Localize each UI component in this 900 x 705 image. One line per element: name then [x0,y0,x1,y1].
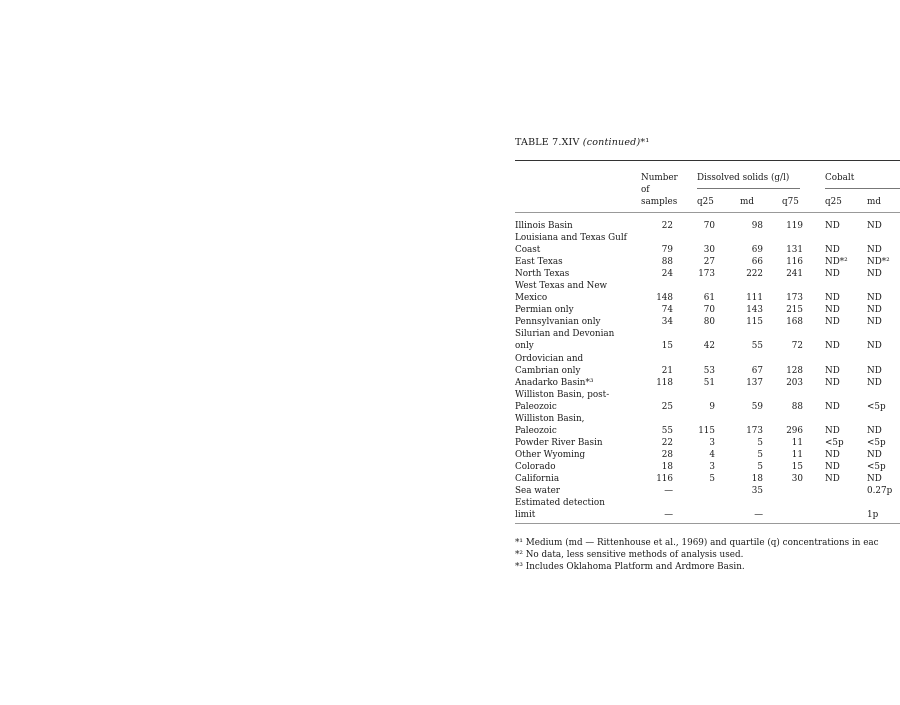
row-label: Cambrian only [515,365,581,376]
row-label: Illinois Basin [515,221,573,231]
footnote-1-text: Medium (md — Rittenhouse et al., 1969) and quartile (q) concentrations in eac [525,538,879,548]
cell-cobalt-md: 1p [867,510,879,521]
cell-cobalt-md: ND [867,221,882,231]
cell-dissolved-q75: 116 [786,257,803,268]
cell-dissolved-q25: 4 [709,449,715,460]
cell-cobalt-q25: ND [825,449,840,460]
cell-dissolved-q25: 70 [703,305,715,316]
cell-dissolved-q75: 203 [786,377,803,388]
cell-dissolved-md: 66 [751,257,763,268]
footnote-2-mark: *² [515,550,523,560]
cell-number-of-samples: 18 [661,461,673,472]
cell-dissolved-md: 5 [757,437,763,448]
cell-cobalt-md: ND [867,305,882,316]
header-cobalt: Cobalt [825,173,855,183]
cell-number-of-samples: 88 [661,257,673,268]
cell-dissolved-q75: 72 [791,341,803,352]
cell-dissolved-md: 5 [757,461,763,472]
row-label: Coast [515,245,541,256]
row-label: Williston Basin, post- [515,389,610,400]
cell-cobalt-md: ND [867,269,882,280]
cell-number-of-samples: 79 [661,245,673,256]
cell-number-of-samples: — [664,486,673,497]
cell-dissolved-q25: 3 [709,437,715,448]
row-label: Colorado [515,461,556,472]
cell-number-of-samples: 22 [661,221,673,231]
cell-dissolved-q25: 115 [698,425,715,436]
cell-dissolved-q75: 173 [786,293,803,304]
cell-dissolved-q75: 11 [791,437,803,448]
cell-cobalt-q25: ND [825,305,840,316]
cell-cobalt-q25: <5p [825,437,844,448]
bottom-rule [515,523,900,524]
cell-dissolved-md: 69 [751,245,763,256]
cell-dissolved-q25: 9 [709,401,715,412]
cell-cobalt-q25: ND [825,317,840,328]
row-label: Ordovician and [515,353,584,364]
cell-dissolved-md: 55 [751,341,763,352]
cell-dissolved-md: 111 [746,293,763,304]
footnote-2-text: No data, less sensitive methods of analysis used. [525,550,744,560]
cell-number-of-samples: 148 [656,293,673,304]
header-rule [515,212,900,213]
footnote-3 [515,562,745,573]
cell-dissolved-md: 98 [751,221,763,231]
cell-cobalt-q25: ND [825,401,840,412]
row-label: California [515,473,560,484]
footnote-1 [515,538,879,549]
cell-number-of-samples: 15 [661,341,673,352]
cell-cobalt-q25: ND [825,377,840,388]
cell-cobalt-md: ND [867,293,882,304]
cell-number-of-samples: 25 [661,401,673,412]
cell-cobalt-q25: ND [825,425,840,436]
cell-dissolved-q75: 131 [786,245,803,256]
footnote-3-text: Includes Oklahoma Platform and Ardmore Basin. [525,562,745,572]
table-title [515,137,649,148]
table-title-footnote-mark: *¹ [640,137,650,148]
dissolved-solids-rule [697,188,800,189]
row-label: Silurian and Devonian [515,329,615,340]
cell-dissolved-q75: 128 [786,365,803,376]
header-md: md [740,197,754,207]
row-label: North Texas [515,269,570,280]
row-label: Permian only [515,305,574,316]
cell-cobalt-q25: ND [825,245,840,256]
cell-number-of-samples: — [664,510,673,521]
header-number-line2: of [641,185,650,195]
cobalt-rule [825,188,900,189]
cell-cobalt-md: ND [867,425,882,436]
header-number-line1: Number [641,173,678,183]
cell-cobalt-q25: ND [825,461,840,472]
row-label: Paleozoic [515,425,557,436]
row-label: Williston Basin, [515,413,585,424]
table-title-continued: (continued) [582,137,641,148]
cell-cobalt-md: ND [867,449,882,460]
cell-cobalt-q25: ND [825,221,840,231]
cell-dissolved-md: 35 [751,486,763,497]
cell-number-of-samples: 55 [661,425,673,436]
footnote-2 [515,550,743,561]
cell-number-of-samples: 21 [661,365,673,376]
cell-dissolved-q75: 30 [791,473,803,484]
cell-dissolved-md: — [754,510,763,521]
cell-dissolved-q75: 215 [786,305,803,316]
cell-dissolved-md: 5 [757,449,763,460]
row-label: Other Wyoming [515,449,586,460]
cell-cobalt-md: <5p [867,401,886,412]
top-rule [515,160,900,161]
cell-dissolved-md: 59 [751,401,763,412]
cell-number-of-samples: 74 [661,305,673,316]
cell-dissolved-q25: 30 [703,245,715,256]
cell-dissolved-q25: 70 [703,221,715,231]
footnote-3-mark: *³ [515,562,523,572]
header-number [641,172,678,208]
cell-cobalt-md: ND [867,317,882,328]
row-label: limit [515,510,536,521]
cell-dissolved-q25: 42 [703,341,715,352]
cell-dissolved-md: 67 [751,365,763,376]
cell-dissolved-q25: 53 [703,365,715,376]
cell-dissolved-q75: 168 [786,317,803,328]
row-label: only [515,341,534,352]
cell-dissolved-q25: 51 [703,377,715,388]
cell-dissolved-q75: 88 [791,401,803,412]
cell-cobalt-md: ND [867,365,882,376]
cell-cobalt-md: ND [867,473,882,484]
header-q25: q25 [697,197,714,207]
row-label: Pennsylvanian only [515,317,601,328]
row-label: Powder River Basin [515,437,603,448]
cell-dissolved-q75: 11 [791,449,803,460]
footnote-1-mark: *¹ [515,538,523,548]
cell-number-of-samples: 34 [661,317,673,328]
cell-number-of-samples: 116 [656,473,673,484]
cell-dissolved-q75: 241 [786,269,803,280]
cell-dissolved-md: 18 [751,473,763,484]
cell-cobalt-md: <5p [867,461,886,472]
cell-cobalt-q25: ND*² [825,257,848,268]
cell-cobalt-q25: ND [825,341,840,352]
cell-dissolved-md: 143 [746,305,763,316]
cell-dissolved-q25: 61 [703,293,715,304]
cell-cobalt-q25: ND [825,293,840,304]
row-label: Estimated detection [515,498,605,509]
row-label: Sea water [515,486,560,497]
cell-dissolved-q25: 80 [703,317,715,328]
cell-dissolved-q75: 119 [786,221,803,231]
cell-dissolved-md: 137 [746,377,763,388]
cell-number-of-samples: 22 [661,437,673,448]
row-label: Mexico [515,293,548,304]
row-label: West Texas and New [515,281,608,292]
cell-number-of-samples: 24 [661,269,673,280]
cell-cobalt-q25: ND [825,269,840,280]
cell-dissolved-q25: 5 [709,473,715,484]
cell-number-of-samples: 118 [656,377,673,388]
cell-cobalt-md: ND [867,341,882,352]
row-label: Anadarko Basin*³ [515,377,594,388]
header-cobalt-q25: q25 [825,197,842,207]
cell-cobalt-q25: ND [825,473,840,484]
cell-number-of-samples: 28 [661,449,673,460]
cell-dissolved-q75: 15 [791,461,803,472]
cell-cobalt-md: 0.27p [867,486,893,497]
header-number-line3: samples [641,197,678,207]
cell-dissolved-md: 115 [746,317,763,328]
cell-dissolved-q25: 3 [709,461,715,472]
row-label: East Texas [515,257,563,268]
cell-cobalt-md: ND [867,245,882,256]
cell-cobalt-q25: ND [825,365,840,376]
cell-dissolved-q25: 27 [703,257,715,268]
cell-dissolved-md: 222 [746,269,763,280]
cell-dissolved-q25: 173 [698,269,715,280]
table-title-main: TABLE 7.XIV [515,137,580,148]
header-cobalt-md: md [867,197,881,207]
cell-cobalt-md: <5p [867,437,886,448]
row-label: Louisiana and Texas Gulf [515,233,627,244]
cell-cobalt-md: ND [867,377,882,388]
header-q75: q75 [782,197,799,207]
cell-cobalt-md: ND*² [867,257,890,268]
header-dissolved-solids: Dissolved solids (g/l) [697,173,790,183]
cell-dissolved-q75: 296 [786,425,803,436]
cell-dissolved-md: 173 [746,425,763,436]
row-label: Paleozoic [515,401,557,412]
